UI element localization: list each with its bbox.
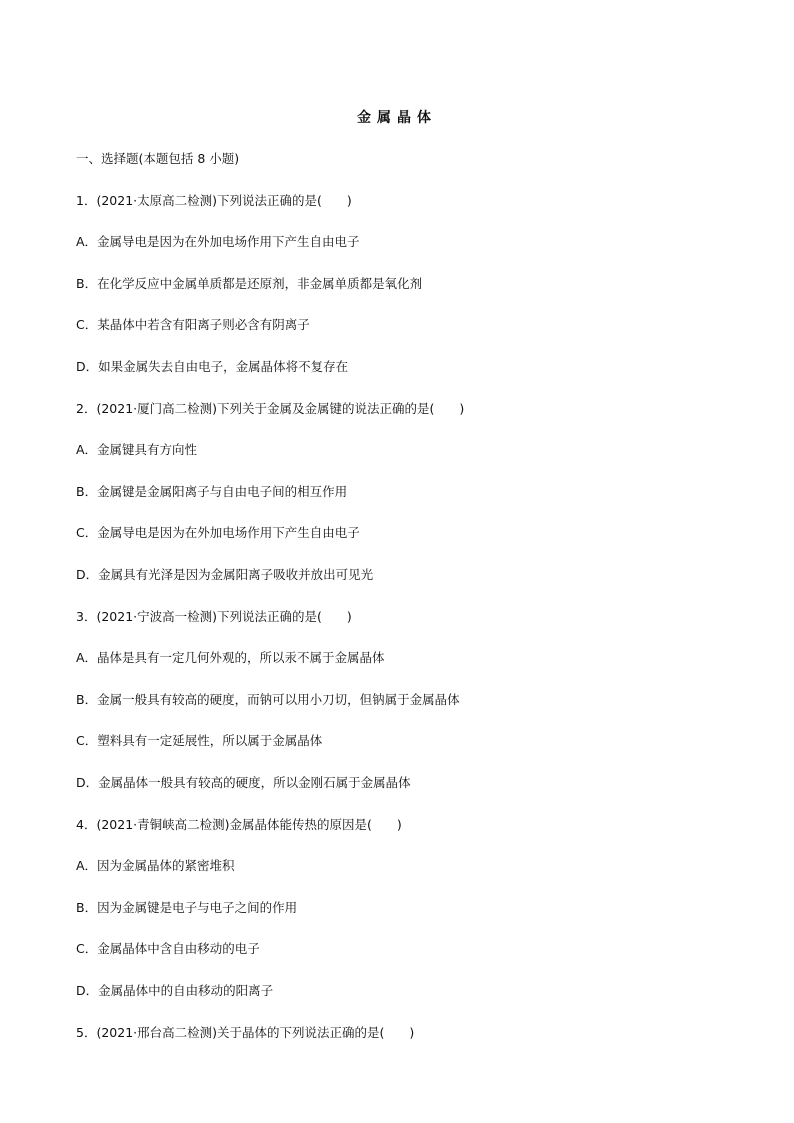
question-2-option-a: A．金属键具有方向性	[76, 442, 198, 457]
question-3: 3．(2021·宁波高一检测)下列说法正确的是( )	[76, 609, 352, 624]
question-1-option-b: B．在化学反应中金属单质都是还原剂，非金属单质都是氧化剂	[76, 276, 423, 291]
question-4-option-a: A．因为金属晶体的紧密堆积	[76, 858, 235, 873]
question-2-option-d: D．金属具有光泽是因为金属阳离子吸收并放出可见光	[76, 567, 374, 582]
section-heading: 一、选择题(本题包括 8 小题)	[76, 151, 240, 166]
question-5: 5．(2021·邢台高二检测)关于晶体的下列说法正确的是( )	[76, 1025, 415, 1040]
question-3-option-c: C．塑料具有一定延展性，所以属于金属晶体	[76, 733, 323, 748]
question-2-option-c: C．金属导电是因为在外加电场作用下产生自由电子	[76, 525, 360, 540]
question-3-option-a: A．晶体是具有一定几何外观的，所以汞不属于金属晶体	[76, 650, 385, 665]
question-2: 2．(2021·厦门高二检测)下列关于金属及金属键的说法正确的是( )	[76, 401, 465, 416]
question-4-option-c: C．金属晶体中含自由移动的电子	[76, 941, 260, 956]
question-1-option-a: A．金属导电是因为在外加电场作用下产生自由电子	[76, 234, 360, 249]
question-4-option-d: D．金属晶体中的自由移动的阳离子	[76, 983, 274, 998]
page-title: 金属晶体	[357, 110, 437, 126]
question-1: 1．(2021·太原高二检测)下列说法正确的是( )	[76, 193, 352, 208]
question-4: 4．(2021·青铜峡高二检测)金属晶体能传热的原因是( )	[76, 817, 402, 832]
question-1-option-d: D．如果金属失去自由电子，金属晶体将不复存在	[76, 359, 349, 374]
question-3-option-b: B．金属一般具有较高的硬度，而钠可以用小刀切，但钠属于金属晶体	[76, 692, 460, 707]
question-4-option-b: B．因为金属键是电子与电子之间的作用	[76, 900, 298, 915]
question-1-option-c: C．某晶体中若含有阳离子则必含有阴离子	[76, 317, 310, 332]
question-3-option-d: D．金属晶体一般具有较高的硬度，所以金刚石属于金属晶体	[76, 775, 411, 790]
question-2-option-b: B．金属键是金属阳离子与自由电子间的相互作用	[76, 484, 348, 499]
